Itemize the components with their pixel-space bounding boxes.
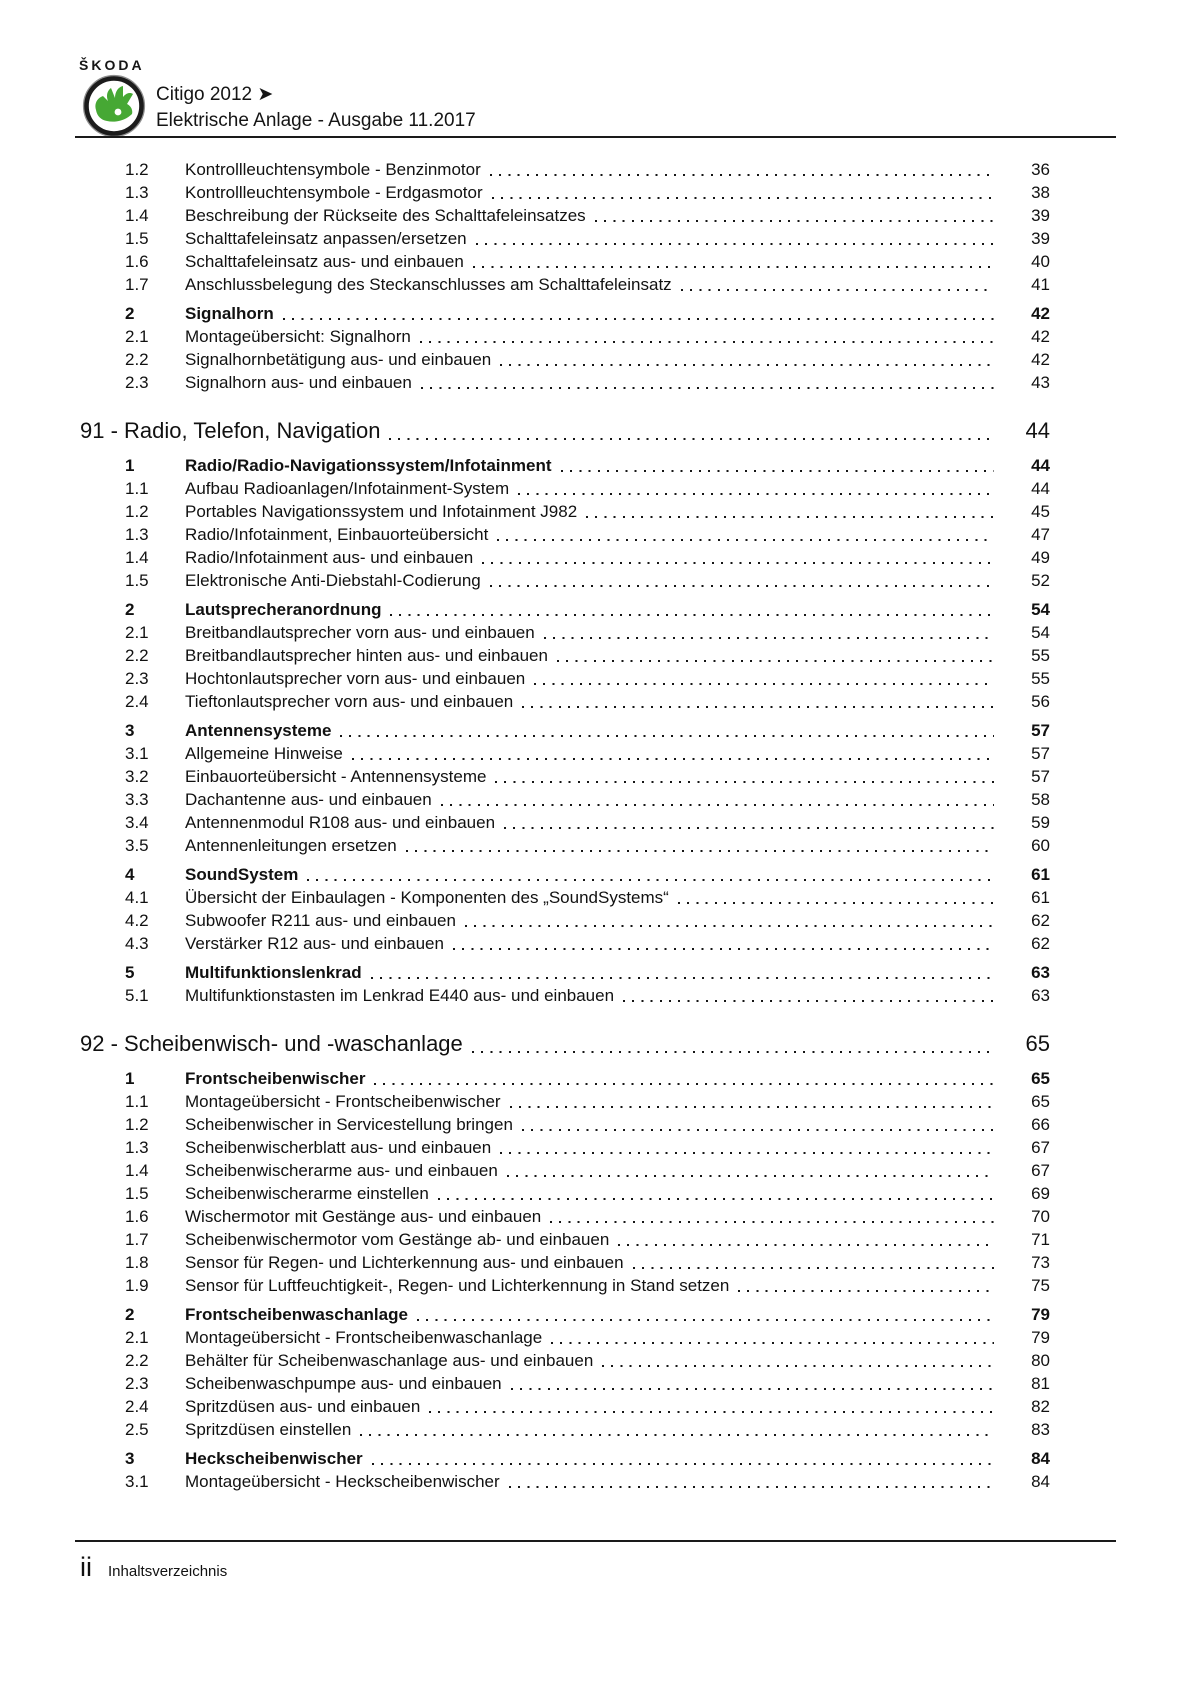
toc-entry-number: 1.3 bbox=[125, 183, 149, 202]
toc-entry-page: 55 bbox=[1031, 669, 1050, 688]
toc-entry-number: 2.1 bbox=[125, 1328, 149, 1347]
toc-entry-number: 2.5 bbox=[125, 1420, 149, 1439]
toc-entry-title: Scheibenwischer in Servicestellung bringen bbox=[185, 1115, 513, 1134]
dot-leader bbox=[490, 158, 994, 181]
dot-leader bbox=[482, 546, 994, 569]
toc-entry bbox=[80, 546, 1050, 569]
dot-leader bbox=[509, 1470, 994, 1493]
toc-entry bbox=[80, 1136, 1050, 1159]
toc-entry-title: Portables Navigationssystem und Infotainment J982 bbox=[185, 502, 578, 521]
dot-leader bbox=[550, 1205, 994, 1228]
toc-entry-number: 5 bbox=[125, 963, 135, 982]
toc-entry-number: 3 bbox=[125, 721, 135, 740]
toc-entry-page: 57 bbox=[1031, 744, 1050, 763]
toc-entry-page: 61 bbox=[1031, 888, 1050, 907]
toc-entry-title: Dachantenne aus- und einbauen bbox=[185, 790, 432, 809]
toc-entry-page: 75 bbox=[1031, 1276, 1050, 1295]
dot-leader bbox=[544, 621, 994, 644]
toc-entry-page: 44 bbox=[1031, 456, 1050, 475]
toc-entry bbox=[80, 811, 1050, 834]
footer bbox=[80, 1552, 227, 1582]
toc-section-heading bbox=[80, 1029, 1050, 1059]
toc-entry-page: 63 bbox=[1031, 963, 1050, 982]
dot-leader bbox=[492, 181, 994, 204]
toc-entry-number: 4.3 bbox=[125, 934, 149, 953]
toc-entry-number: 1.7 bbox=[125, 1230, 149, 1249]
dot-leader bbox=[352, 742, 994, 765]
toc-entry bbox=[80, 325, 1050, 348]
toc-entry-title: Frontscheibenwischer bbox=[185, 1069, 366, 1088]
dot-leader bbox=[633, 1251, 994, 1274]
dot-leader bbox=[406, 834, 994, 857]
toc-entry-title: Elektronische Anti-Diebstahl-Codierung bbox=[185, 571, 481, 590]
dot-leader bbox=[557, 644, 994, 667]
toc-entry-title: Verstärker R12 aus- und einbauen bbox=[185, 934, 444, 953]
toc-entry-title: Scheibenwischerblatt aus- und einbauen bbox=[185, 1138, 492, 1157]
toc-entry-page: 71 bbox=[1031, 1230, 1050, 1249]
header-model-line: Citigo 2012 ➤ bbox=[156, 84, 274, 105]
toc-entry-page: 54 bbox=[1031, 623, 1050, 642]
toc-entry bbox=[80, 1159, 1050, 1182]
dot-leader bbox=[500, 1136, 994, 1159]
toc-entry-title: Montageübersicht: Signalhorn bbox=[185, 327, 411, 346]
toc-entry-page: 67 bbox=[1031, 1161, 1050, 1180]
toc-entry-title: Radio/Radio-Navigationssystem/Infotainment bbox=[185, 456, 552, 475]
toc-entry bbox=[80, 984, 1050, 1007]
dot-leader bbox=[507, 1159, 994, 1182]
toc-entry-number: 3 bbox=[125, 1449, 135, 1468]
toc-entry-title: Tieftonlautsprecher vorn aus- und einbauen bbox=[185, 692, 514, 711]
toc-entry-title: Montageübersicht - Frontscheibenwischer bbox=[185, 1092, 501, 1111]
toc-entry-title: Schalttafeleinsatz anpassen/ersetzen bbox=[185, 229, 467, 248]
dot-leader bbox=[518, 477, 994, 500]
toc-entry bbox=[80, 1326, 1050, 1349]
toc-entry bbox=[80, 1418, 1050, 1441]
toc-entry-page: 45 bbox=[1031, 502, 1050, 521]
dot-leader bbox=[500, 348, 994, 371]
toc-entry-page: 80 bbox=[1031, 1351, 1050, 1370]
toc-entry-number: 2.4 bbox=[125, 692, 149, 711]
toc-entry-number: 2.2 bbox=[125, 1351, 149, 1370]
toc-entry-title: Antennensysteme bbox=[185, 721, 332, 740]
dot-leader bbox=[551, 1326, 994, 1349]
toc-entry-page: 73 bbox=[1031, 1253, 1050, 1272]
toc-entry-number: 2.3 bbox=[125, 373, 149, 392]
toc-entry-title: Radio/Infotainment, Einbauorteübersicht bbox=[185, 525, 489, 544]
toc-entry-number: 1.4 bbox=[125, 548, 149, 567]
toc-entry-page: 65 bbox=[1031, 1069, 1050, 1088]
toc-entry-title: Wischermotor mit Gestänge aus- und einbauen bbox=[185, 1207, 542, 1226]
toc-entry-page: 66 bbox=[1031, 1115, 1050, 1134]
toc-entry bbox=[80, 788, 1050, 811]
toc-entry bbox=[80, 690, 1050, 713]
toc-entry-title: Multifunktionstasten im Lenkrad E440 aus- und einbauen bbox=[185, 986, 615, 1005]
dot-leader bbox=[360, 1418, 994, 1441]
toc-entry bbox=[80, 454, 1050, 477]
toc-entry-title: Kontrollleuchtensymbole - Erdgasmotor bbox=[185, 183, 483, 202]
toc-section-page: 65 bbox=[1025, 1031, 1050, 1056]
toc-entry-page: 42 bbox=[1031, 350, 1050, 369]
dot-leader bbox=[417, 1303, 994, 1326]
toc-entry-page: 54 bbox=[1031, 600, 1050, 619]
toc-entry-page: 60 bbox=[1031, 836, 1050, 855]
dot-leader bbox=[495, 765, 994, 788]
toc-entry-page: 52 bbox=[1031, 571, 1050, 590]
toc-entry bbox=[80, 961, 1050, 984]
toc-entry-number: 1.3 bbox=[125, 525, 149, 544]
dot-leader bbox=[522, 690, 994, 713]
toc-entry-title: Einbauorteübersicht - Antennensysteme bbox=[185, 767, 487, 786]
toc-entry-number: 2.2 bbox=[125, 350, 149, 369]
toc-entry-number: 3.2 bbox=[125, 767, 149, 786]
toc-entry-title: Scheibenwischerarme aus- und einbauen bbox=[185, 1161, 498, 1180]
toc-entry bbox=[80, 1395, 1050, 1418]
toc-entry-page: 41 bbox=[1031, 275, 1050, 294]
dot-leader bbox=[374, 1067, 994, 1090]
toc-entry bbox=[80, 250, 1050, 273]
toc-section-title: 91 - Radio, Telefon, Navigation bbox=[80, 418, 381, 443]
toc-entry-page: 69 bbox=[1031, 1184, 1050, 1203]
toc-entry-number: 1.2 bbox=[125, 502, 149, 521]
toc-entry-title: Antennenleitungen ersetzen bbox=[185, 836, 397, 855]
dot-leader bbox=[595, 204, 994, 227]
toc-entry bbox=[80, 273, 1050, 296]
toc-entry-page: 61 bbox=[1031, 865, 1050, 884]
toc-entry-page: 36 bbox=[1031, 160, 1050, 179]
toc-entry-title: Spritzdüsen aus- und einbauen bbox=[185, 1397, 421, 1416]
toc-entry bbox=[80, 204, 1050, 227]
dot-leader bbox=[618, 1228, 994, 1251]
header-subtitle: Elektrische Anlage - Ausgabe 11.2017 bbox=[156, 110, 476, 131]
dot-leader bbox=[340, 719, 994, 742]
toc-entry-number: 2.3 bbox=[125, 669, 149, 688]
toc-entry bbox=[80, 500, 1050, 523]
dot-leader bbox=[534, 667, 994, 690]
toc-section-title: 92 - Scheibenwisch- und -waschanlage bbox=[80, 1031, 463, 1056]
header-rule bbox=[75, 136, 1116, 138]
toc-entry bbox=[80, 348, 1050, 371]
toc-entry bbox=[80, 598, 1050, 621]
toc-entry-number: 4 bbox=[125, 865, 135, 884]
toc-entry-title: Kontrollleuchtensymbole - Benzinmotor bbox=[185, 160, 481, 179]
brand-wordmark: ŠKODA bbox=[79, 57, 145, 73]
dot-leader bbox=[738, 1274, 994, 1297]
toc-entry bbox=[80, 1274, 1050, 1297]
table-of-contents bbox=[80, 158, 1050, 1493]
dot-leader bbox=[510, 1090, 994, 1113]
toc-entry-title: Signalhornbetätigung aus- und einbauen bbox=[185, 350, 492, 369]
toc-entry bbox=[80, 719, 1050, 742]
toc-entry bbox=[80, 523, 1050, 546]
toc-entry bbox=[80, 909, 1050, 932]
toc-entry bbox=[80, 667, 1050, 690]
toc-entry-number: 2.1 bbox=[125, 327, 149, 346]
toc-entry-number: 1.5 bbox=[125, 1184, 149, 1203]
toc-entry-title: Hochtonlautsprecher vorn aus- und einbauen bbox=[185, 669, 526, 688]
toc-entry-page: 39 bbox=[1031, 206, 1050, 225]
toc-entry-title: Anschlussbelegung des Steckanschlusses am Schalttafeleinsatz bbox=[185, 275, 672, 294]
dot-leader bbox=[623, 984, 994, 1007]
toc-entry-page: 42 bbox=[1031, 327, 1050, 346]
toc-entry bbox=[80, 644, 1050, 667]
dot-leader bbox=[490, 569, 994, 592]
toc-entry bbox=[80, 886, 1050, 909]
toc-entry-page: 79 bbox=[1031, 1328, 1050, 1347]
dot-leader bbox=[561, 454, 995, 477]
toc-entry-title: Radio/Infotainment aus- und einbauen bbox=[185, 548, 474, 567]
toc-entry-title: Beschreibung der Rückseite des Schalttafeleinsatzes bbox=[185, 206, 586, 225]
dot-leader bbox=[283, 302, 994, 325]
toc-entry-title: Lautsprecheranordnung bbox=[185, 600, 382, 619]
toc-entry-page: 63 bbox=[1031, 986, 1050, 1005]
toc-entry-number: 1.7 bbox=[125, 275, 149, 294]
toc-entry-title: Scheibenwischermotor vom Gestänge ab- und einbauen bbox=[185, 1230, 610, 1249]
toc-entry bbox=[80, 477, 1050, 500]
dot-leader bbox=[681, 273, 994, 296]
dot-leader bbox=[511, 1372, 994, 1395]
toc-section-heading bbox=[80, 416, 1050, 446]
toc-entry-number: 1.6 bbox=[125, 1207, 149, 1226]
toc-entry bbox=[80, 302, 1050, 325]
toc-entry-number: 2.3 bbox=[125, 1374, 149, 1393]
toc-entry-title: Breitbandlautsprecher hinten aus- und einbauen bbox=[185, 646, 548, 665]
toc-entry-title: Subwoofer R211 aus- und einbauen bbox=[185, 911, 456, 930]
toc-entry-number: 1.1 bbox=[125, 479, 149, 498]
toc-entry-title: Breitbandlautsprecher vorn aus- und einbauen bbox=[185, 623, 535, 642]
toc-entry-title: Scheibenwischerarme einstellen bbox=[185, 1184, 429, 1203]
toc-entry bbox=[80, 1067, 1050, 1090]
toc-entry bbox=[80, 863, 1050, 886]
toc-entry bbox=[80, 1470, 1050, 1493]
dot-leader bbox=[522, 1113, 994, 1136]
toc-entry-title: Sensor für Regen- und Lichterkennung aus- und einbauen bbox=[185, 1253, 624, 1272]
dot-leader bbox=[441, 788, 994, 811]
dot-leader bbox=[476, 227, 994, 250]
toc-entry-page: 79 bbox=[1031, 1305, 1050, 1324]
toc-entry-page: 65 bbox=[1031, 1092, 1050, 1111]
dot-leader bbox=[371, 961, 994, 984]
toc-entry-number: 2.2 bbox=[125, 646, 149, 665]
dot-leader bbox=[389, 416, 994, 446]
toc-entry-number: 1.5 bbox=[125, 229, 149, 248]
toc-entry-title: Montageübersicht - Frontscheibenwaschanlage bbox=[185, 1328, 543, 1347]
dot-leader bbox=[497, 523, 994, 546]
dot-leader bbox=[472, 1029, 994, 1059]
dot-leader bbox=[438, 1182, 994, 1205]
toc-entry-number: 3.1 bbox=[125, 744, 149, 763]
toc-entry-number: 2 bbox=[125, 1305, 135, 1324]
dot-leader bbox=[420, 325, 994, 348]
toc-entry-number: 3.4 bbox=[125, 813, 149, 832]
toc-entry-title: Montageübersicht - Heckscheibenwischer bbox=[185, 1472, 500, 1491]
toc-entry-page: 39 bbox=[1031, 229, 1050, 248]
toc-entry-number: 4.2 bbox=[125, 911, 149, 930]
toc-entry-title: Multifunktionslenkrad bbox=[185, 963, 362, 982]
toc-entry bbox=[80, 765, 1050, 788]
toc-entry-page: 81 bbox=[1031, 1374, 1050, 1393]
dot-leader bbox=[421, 371, 994, 394]
toc-entry bbox=[80, 227, 1050, 250]
toc-entry-page: 43 bbox=[1031, 373, 1050, 392]
toc-section-page: 44 bbox=[1025, 418, 1050, 443]
toc-entry-page: 59 bbox=[1031, 813, 1050, 832]
toc-entry-title: Behälter für Scheibenwaschanlage aus- und einbauen bbox=[185, 1351, 594, 1370]
footer-text: Inhaltsverzeichnis bbox=[108, 1563, 228, 1580]
toc-entry-number: 1.2 bbox=[125, 1115, 149, 1134]
toc-entry-number: 2.4 bbox=[125, 1397, 149, 1416]
toc-entry-number: 1.2 bbox=[125, 160, 149, 179]
toc-entry-page: 38 bbox=[1031, 183, 1050, 202]
toc-entry-page: 47 bbox=[1031, 525, 1050, 544]
toc-entry bbox=[80, 742, 1050, 765]
toc-entry-number: 2 bbox=[125, 304, 135, 323]
toc-entry-page: 84 bbox=[1031, 1472, 1050, 1491]
toc-entry bbox=[80, 158, 1050, 181]
toc-entry-page: 40 bbox=[1031, 252, 1050, 271]
dot-leader bbox=[465, 909, 994, 932]
toc-entry-number: 1.8 bbox=[125, 1253, 149, 1272]
dot-leader bbox=[678, 886, 994, 909]
toc-entry bbox=[80, 1090, 1050, 1113]
dot-leader bbox=[602, 1349, 994, 1372]
toc-entry-title: Schalttafeleinsatz aus- und einbauen bbox=[185, 252, 464, 271]
toc-entry bbox=[80, 1372, 1050, 1395]
toc-entry-page: 84 bbox=[1031, 1449, 1050, 1468]
dot-leader bbox=[372, 1447, 994, 1470]
toc-entry-title: Signalhorn aus- und einbauen bbox=[185, 373, 412, 392]
toc-entry-page: 70 bbox=[1031, 1207, 1050, 1226]
toc-entry-title: SoundSystem bbox=[185, 865, 299, 884]
toc-entry-page: 57 bbox=[1031, 767, 1050, 786]
toc-entry bbox=[80, 1349, 1050, 1372]
dot-leader bbox=[390, 598, 994, 621]
toc-entry bbox=[80, 1303, 1050, 1326]
toc-entry-number: 3.3 bbox=[125, 790, 149, 809]
toc-entry-number: 1.1 bbox=[125, 1092, 149, 1111]
toc-entry-title: Heckscheibenwischer bbox=[185, 1449, 363, 1468]
toc-entry-title: Übersicht der Einbaulagen - Komponenten des „SoundSystems“ bbox=[185, 888, 669, 907]
toc-entry-title: Allgemeine Hinweise bbox=[185, 744, 343, 763]
toc-entry bbox=[80, 834, 1050, 857]
toc-entry bbox=[80, 371, 1050, 394]
dot-leader bbox=[429, 1395, 994, 1418]
toc-entry-number: 1.4 bbox=[125, 206, 149, 225]
toc-entry bbox=[80, 1205, 1050, 1228]
toc-entry-number: 5.1 bbox=[125, 986, 149, 1005]
toc-entry-page: 62 bbox=[1031, 934, 1050, 953]
toc-entry-title: Antennenmodul R108 aus- und einbauen bbox=[185, 813, 496, 832]
toc-entry bbox=[80, 932, 1050, 955]
toc-entry bbox=[80, 621, 1050, 644]
toc-entry-page: 57 bbox=[1031, 721, 1050, 740]
toc-entry-page: 49 bbox=[1031, 548, 1050, 567]
dot-leader bbox=[453, 932, 994, 955]
toc-entry-number: 3.5 bbox=[125, 836, 149, 855]
toc-entry-number: 1.4 bbox=[125, 1161, 149, 1180]
toc-entry-page: 42 bbox=[1031, 304, 1050, 323]
toc-entry bbox=[80, 1228, 1050, 1251]
toc-entry-number: 4.1 bbox=[125, 888, 149, 907]
toc-entry-number: 3.1 bbox=[125, 1472, 149, 1491]
toc-entry bbox=[80, 1251, 1050, 1274]
toc-entry-title: Signalhorn bbox=[185, 304, 274, 323]
toc-entry-page: 83 bbox=[1031, 1420, 1050, 1439]
toc-entry-page: 82 bbox=[1031, 1397, 1050, 1416]
toc-entry bbox=[80, 1113, 1050, 1136]
dot-leader bbox=[307, 863, 994, 886]
skoda-logo bbox=[82, 74, 146, 138]
toc-entry-number: 1.6 bbox=[125, 252, 149, 271]
toc-entry bbox=[80, 569, 1050, 592]
dot-leader bbox=[504, 811, 994, 834]
toc-entry-title: Scheibenwaschpumpe aus- und einbauen bbox=[185, 1374, 502, 1393]
toc-entry-title: Frontscheibenwaschanlage bbox=[185, 1305, 408, 1324]
toc-entry-page: 62 bbox=[1031, 911, 1050, 930]
toc-entry-number: 1 bbox=[125, 456, 135, 475]
toc-entry-title: Aufbau Radioanlagen/Infotainment-System bbox=[185, 479, 510, 498]
toc-entry-number: 1.3 bbox=[125, 1138, 149, 1157]
toc-entry-number: 1.9 bbox=[125, 1276, 149, 1295]
toc-entry-title: Sensor für Luftfeuchtigkeit-, Regen- und Lichterkennung in Stand setzen bbox=[185, 1276, 730, 1295]
footer-page-label: ii bbox=[80, 1552, 92, 1582]
toc-entry-number: 1.5 bbox=[125, 571, 149, 590]
dot-leader bbox=[586, 500, 994, 523]
toc-entry-page: 44 bbox=[1031, 479, 1050, 498]
toc-entry-number: 2.1 bbox=[125, 623, 149, 642]
toc-entry-number: 1 bbox=[125, 1069, 135, 1088]
toc-entry-page: 55 bbox=[1031, 646, 1050, 665]
toc-entry-title: Spritzdüsen einstellen bbox=[185, 1420, 352, 1439]
toc-entry-page: 67 bbox=[1031, 1138, 1050, 1157]
toc-entry-number: 2 bbox=[125, 600, 135, 619]
dot-leader bbox=[473, 250, 994, 273]
toc-entry-page: 58 bbox=[1031, 790, 1050, 809]
toc-entry-page: 56 bbox=[1031, 692, 1050, 711]
toc-entry bbox=[80, 1182, 1050, 1205]
footer-rule bbox=[75, 1540, 1116, 1542]
toc-entry bbox=[80, 1447, 1050, 1470]
toc-entry bbox=[80, 181, 1050, 204]
